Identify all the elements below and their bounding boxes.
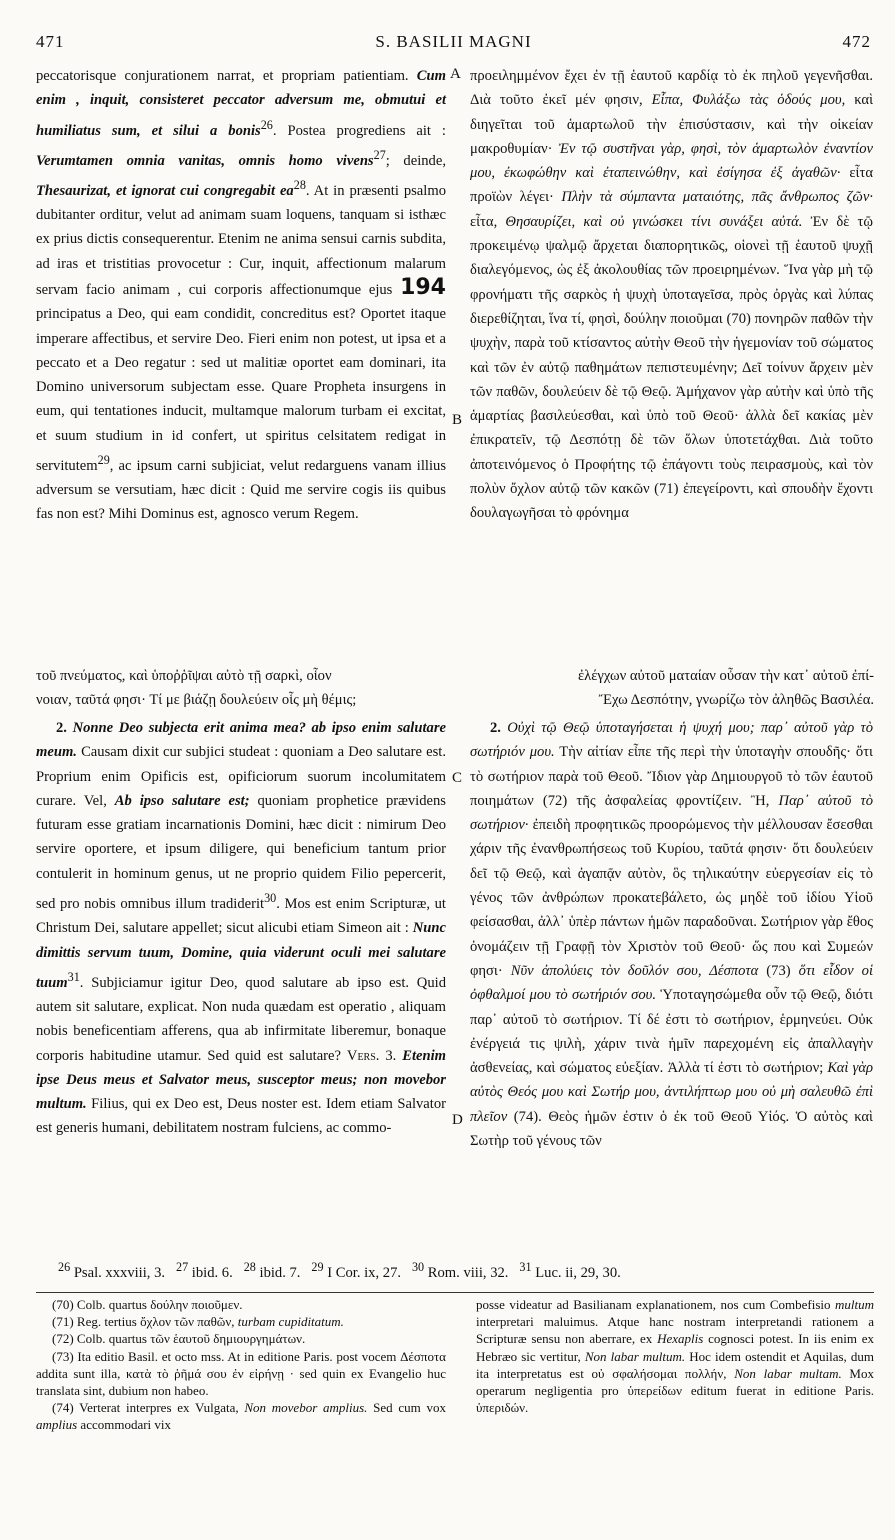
ref-28: 28	[293, 177, 306, 192]
footnote-73: (73) Ita editio Basil. et octo mss. At in editione Paris. post vocem Δέσποτα addita sunt illa, κατὰ τὸ ῥῆμά σου ἐν εἰρήνῃ · sed quin ex Evangelio huc translata sint, dubium non habeo.	[36, 1348, 446, 1399]
margin-letter-c: C	[452, 770, 463, 786]
footnote-72: (72) Colb. quartus τῶν ἑαυτοῦ δημιουργημάτων.	[52, 1331, 306, 1347]
latin-paragraph: peccatorisque conjurationem narrat, et propriam patientiam. Cum enim , inquit, consisteret peccator adversum me, obmutui et humiliatus sum, et silui a bonis$^{26}$. Postea progrediens ait : Verumtamen omnia vanitas, omnis homo vivens$^{27}$; deinde, Thesaurizat, et ignorat cui congregabit $ea^{28}$. At in præsenti psalmo dubitanter orditur, velut ad animam suam loquens, tanquam si isthæc ex prius dictis consequerentur. Etenim ne anima sensui carnis subdita, ad iras et tristitias provocetur : Cur, inquit, affectionum malarum servam facio animam , cui corporis affectionumque ejus 194 principatus a Deo, qui eam condidit, concreditus est? Oportet itaque imperare affectibus, et servire Deo. Fieri enim non potest, ut ipsa et a peccato et a Deo regatur : sed ut malitiæ oportet eam dominari, ita Domino universorum subjectam esse. Quare Propheta insurgens in eum, qui tentationes inducit, multamque malorum turbam ei excitat, et suum studium in id confert, ut spiritus celsitatem redigat in servitutem$^{29}$, ac ipsum carni subjiciat, velut redarguens vanam illius adversum se versutiam, hæc dicit : Quid me servire cogis iis quibus fas non est? Mihi Dominus est, agnosco verum Regem.	[36, 68, 446, 523]
column-number: 194	[400, 274, 446, 300]
margin-letter-a: A	[450, 66, 461, 82]
ref-27: 27	[373, 147, 386, 162]
scripture-references: $^{26}$ Psal. xxxviii, 3. $^{27}$ ibid. 6. $^{28}$ ibid. 7. $^{29}$ I Cor. ix, 27. $^{30}$ Rom. viii, 32. $^{31}$ Luc. ii, 29, 30.	[58, 1260, 621, 1281]
greek-column-top	[470, 64, 873, 526]
margin-letter-b: B	[452, 412, 463, 428]
greek-column-bottom	[470, 716, 873, 1153]
ref-31: 31	[67, 969, 80, 984]
ref-29: 29	[97, 453, 110, 468]
footnotes-right	[476, 1296, 874, 1416]
greek-verse-2-paragraph: 2. Οὐχὶ τῷ Θεῷ ὑποταγήσεται ἡ ψυχή μου; παρ᾽ αὐτοῦ γὰρ τὸ σωτήριόν μου. Τὴν αἰτίαν εἶπε τῆς περὶ τὴν ὑποταγὴν σπουδῆς· ὅτι τὸ σωτήριον παρὰ τοῦ Θεοῦ. Ἴδιον γὰρ Δημιουργοῦ τὸ τῶν ἑαυτοῦ ποιημάτων (72) τῆς ἀσφαλείας φροντίζειν. Ἢ, Παρ᾽ αὐτοῦ τὸ σωτήριον· ἐπειδὴ προφητικῶς προορώμενος τὴν μέλλουσαν ἔσεσθαι χάριν τῆς ἐνανθρωπήσεως τοῦ Κυρίου, ταῦτά φησιν· ὅτι δουλεύειν δεῖ τῷ Θεῷ, καὶ ἀγαπᾷν αὐτὸν, ὃς τηλικαύτην εὐεργεσίαν εἰς τὸ γένος τῶν ἀνθρώπων προκατεβάλετο, ὡς μηδὲ τοῦ ἰδίου Υἱοῦ φείσασθαι, ἀλλ᾽ ὑπὲρ πάντων ἡμῶν παραδοῦναι. Σωτήριον γὰρ ἔθος ὀνομάζειν τῇ Γραφῇ τὸν Χριστὸν τοῦ Θεοῦ· ὥς που καὶ Συμεών φησι· Νῦν ἀπολύεις τὸν δοῦλόν σου, Δέσποτα (73) ὅτι εἶδον οἱ ὀφθαλμοί μου τὸ σωτήριόν σου. Ὑποταγησώμεθα οὖν τῷ Θεῷ, διότι παρ᾽ αὐτοῦ τὸ σωτήριον. Τί δέ ἐστι τὸ σωτήριον, ἑρμηνεύει. Οὐκ ἐνέργειά τις ψιλὴ, χάριν τινὰ ἡμῖν παρεχομένη εἰς ἀπαλλαγὴν ἀσθενείας, καὶ σώματος εὐεξίαν. Ἀλλὰ τί ἐστι τὸ σωτήριον; Καὶ γὰρ αὐτὸς Θεός μου καὶ Σωτήρ μου, ἀντιλήπτωρ μου οὐ μὴ σαλευθῶ ἐπὶ πλεῖον (74). Θεὸς ἡμῶν ἐστιν ὁ ἐκ τοῦ Θεοῦ Υἱός. Ὁ αὐτὸς καὶ Σωτὴρ τοῦ γένους τῶν	[470, 720, 874, 1150]
latin-column-bottom	[36, 716, 446, 1141]
footnote-74: (74) Verterat interpres ex Vulgata, Non movebor amplius. Sed cum vox amplius accommodari vix	[36, 1400, 446, 1433]
footnotes-left	[36, 1296, 446, 1434]
ref-26: 26	[260, 117, 273, 132]
ref-30: 30	[264, 891, 277, 906]
footnote-71: (71) Reg. tertius ὄχλον τῶν παθῶν, turbam cupiditatum.	[52, 1314, 344, 1330]
margin-letter-d: D	[452, 1112, 463, 1128]
page-number-left: 471	[36, 32, 65, 51]
footnote-74-continued: posse videatur ad Basilianam explanationem, nos cum Combefisio multum interpretari maluimus. Atque hanc nostram interpretandi rationem a Scripturæ sensu non aberrare, ex Hexaplis cognosci potest. In iis enim ex Hebræo sic vertitur, Non labar multum. Hoc idem ostendit et Aquilas, dum ita interpretatus est οὐ σφαλήσομαι πολλήν, Non labar multam. Mox operarum negligentia pro ὑπερείδων editum fuerat in editione Paris. ὑπεριδών.	[476, 1297, 875, 1416]
latin-verse-2-paragraph: 2. Nonne Deo subjecta erit anima mea? ab ipso enim salutare meum. Causam dixit cur subjici studeat : quoniam a Deo salutare est. Proprium enim Opificis est, opificiorum suorum incolumitatem curare. Vel, Ab ipso salutare est; quoniam prophetice prævidens futuram esse gratiam incarnationis Domini, hæc dicit : nimirum Deo servire oportere, et ipsum diligere, qui beneficium tantum prior contulerit in hominum genus, ut ne proprio quidem Filio pepercerit, sed pro nobis omnibus illum tradiderit$^{30}$. Mos est enim Scripturæ, ut Christum Dei, salutare appellet; sicut alicubi etiam Simeon ait : Nunc dimittis servum tuum, Domine, quia viderunt oculi mei salutare tuum$^{31}$. Subjiciamur igitur Deo, quod salutare ab ipso est. Quid autem sit salutare, explicat. Non nuda quædam est operatio , aliquam nobis beneficentiam afferens, qua ab infirmitate liberemur, bonaque corporis habitudine utamur. Sed quid est salutare? Vers. 3. Etenim ipse Deus meus et Salvator meus, susceptor meus; non movebor multum. Filius, qui ex Deo est, Deus noster est. Idem etiam Salvator est generis humani, debilitatem nostram fulciens, ac commo-	[36, 720, 446, 1137]
footnote-divider	[36, 1292, 874, 1293]
latin-column-top	[36, 64, 446, 527]
page-header	[36, 32, 871, 58]
greek-paragraph: προειλημμένον ἔχει ἐν τῇ ἑαυτοῦ καρδίᾳ τὸ ἐκ πηλοῦ γεγενῆσθαι. Διὰ τοῦτο ἐκεῖ μέν φησιν, Εἶπα, Φυλάξω τὰς ὁδούς μου, καὶ διηγεῖται τοῦ ἁμαρτωλοῦ τὴν ἐπισύστασιν, καὶ τὴν οἰκείαν μακροθυμίαν· Ἐν τῷ συστῆναι γὰρ, φησὶ, τὸν ἁμαρτωλὸν ἐναντίον μου, ἐκωφώθην καὶ ἐταπεινώθην, καὶ ἐσίγησα ἐξ ἀγαθῶν· εἶτα προϊὼν λέγει· Πλὴν τὰ σύμπαντα ματαιότης, πᾶς ἄνθρωπος ζῶν· εἶτα, Θησαυρίζει, καὶ οὐ γινώσκει τίνι συνάξει αὐτά. Ἐν δὲ τῷ προκειμένῳ ψαλμῷ ἄρχεται διαπορητικῶς, οἱονεὶ τῇ ἑαυτοῦ ψυχῇ διαλεγόμενος, ὡς ἐξ ἀκολουθίας τῶν προειρημένων. Ἵνα γὰρ μὴ τῷ φρονήματι τῆς σαρκὸς ἡ ψυχὴ ὑποταγεῖσα, πρὸς ὀργὰς καὶ λύπας διερεθίζηται, ἵνα τί, φησὶ, δούλην ποιοῦμαι (70) πονηρῶν παθῶν τὴν ψυχὴν, παρὰ τοῦ κτίσαντος αὐτὴν Θεοῦ τὴν ἡγεμονίαν τοῦ σώματος καὶ τῶν ἐν αὐτῷ παθημάτων πεπιστευμένην; Δεῖ τοίνυν ἄρχειν μὲν τῶν παθῶν, δουλεύειν δὲ τῷ Θεῷ. Ἀμήχανον γὰρ αὐτὴν καὶ ὑπὸ τῆς ἁμαρτίας βασιλεύεσθαι, καὶ ὑπὸ τοῦ Θεοῦ· ἀλλὰ δεῖ κακίας μὲν ἐπικρατεῖν, τῷ Δεσπότῃ δὲ τῶν ὅλων ὑποτετάχθαι. Διὰ τοῦτο ἀποτεινόμενος ὁ Προφήτης τῷ ἐπάγοντι τοὺς πειρασμοὺς, καὶ τὸν πολὺν ὄχλον αὐτῷ τῶν κακῶν (71) ἐπεγείροντι, καὶ σπουδὴν ἔχοντι δουλαγωγῆσαι τὸ φρόνημα	[470, 68, 874, 522]
page-number-right: 472	[842, 32, 871, 51]
footnote-70: (70) Colb. quartus δούλην ποιοῦμεν.	[52, 1297, 243, 1312]
page: 471 S. BASILII MAGNI 472 A B C D peccatorisque conjurationem narrat, et propriam patientiam. Cum enim , inquit, consisteret peccator adversum me, obmutui et humiliatus sum, et silui a bonis$^{26}$. Postea progrediens ait : Verumtamen omnia vanitas, omnis homo vivens$^{27}$; deinde, Thesaurizat, et ignorat cui congregabit $ea^{28}$. At in præsenti psalmo dubitanter orditur, velut ad animam suam loquens, tanquam si isthæc ex prius dictis consequerentur. Etenim ne anima sensui carnis subdita, ad iras et tristitias provocetur : Cur, inquit, affectionum malarum servam facio animam , cui corporis affectionumque ejus 194 principatus a Deo, qui eam condidit, concreditus est? Oportet itaque imperare affectibus, et servire Deo. Fieri enim non potest, ut ipsa et a peccato et a Deo regatur : sed ut malitiæ oportet eam dominari, ita Domino universorum subjectam esse. Quare Propheta insurgens in eum, qui tentationes inducit, multamque malorum turbam ei excitat, et suum studium in id confert, ut spiritus celsitatem redigat in servitutem$^{29}$, ac ipsum carni subjiciat, velut redarguens vanam illius adversum se versutiam, hæc dicit : Quid me servire cogis iis quibus fas non est? Mihi Dominus est, agnosco verum Regem. προειλημμένον ἔχει ἐν τῇ ἑαυτοῦ καρδίᾳ τὸ ἐκ πηλοῦ γεγενῆσθαι. Διὰ τοῦτο ἐκεῖ μέν φησιν, Εἶπα, Φυλάξω τὰς ὁδούς μου, καὶ διηγεῖται τοῦ ἁμαρτωλοῦ τὴν ἐπισύστασιν, καὶ τὴν οἰκείαν μακροθυμίαν· Ἐν τῷ συστῆναι γὰρ, φησὶ, τὸν ἁμαρτωλὸν ἐναντίον μου, ἐκωφώθην καὶ ἐταπεινώθην, καὶ ἐσίγησα ἐξ ἀγαθῶν· εἶτα προϊὼν λέγει· Πλὴν τὰ σύμπαντα ματαιότης, πᾶς ἄνθρωπος ζῶν· εἶτα, Θησαυρίζει, καὶ οὐ γινώσκει τίνι συνάξει αὐτά. Ἐν δὲ τῷ προκειμένῳ ψαλμῷ ἄρχεται διαπορητικῶς, οἱονεὶ τῇ ἑαυτοῦ ψυχῇ διαλεγόμενος, ὡς ἐξ ἀκολουθίας τῶν προειρημένων. Ἵνα γὰρ μὴ τῷ φρονήματι τῆς σαρκὸς ἡ ψυχὴ ὑποταγεῖσα, πρὸς ὀργὰς καὶ λύπας διερεθίζηται, ἵνα τί, φησὶ, δούλην ποιοῦμαι (70) πονηρῶν παθῶν τὴν ψυχὴν, παρὰ τοῦ κτίσαντος αὐτὴν Θεοῦ τὴν ἡγεμονίαν τοῦ σώματος καὶ τῶν ἐν αὐτῷ παθημάτων πεπιστευμένην; Δεῖ τοίνυν ἄρχειν μὲν τῶν παθῶν, δουλεύειν δὲ τῷ Θεῷ. Ἀμήχανον γὰρ αὐτὴν καὶ ὑπὸ τῆς ἁμαρτίας βασιλεύεσθαι, καὶ ὑπὸ τοῦ Θεοῦ· ἀλλὰ δεῖ κακίας μὲν ἐπικρατεῖν, τῷ Δεσπότῃ δὲ τῶν ὅλων ὑποτετάχθαι. Διὰ τοῦτο ἀποτεινόμενος ὁ Προφήτης τῷ ἐπάγοντι τοὺς πειρασμοὺς, καὶ τὸν πολὺν ὄχλον αὐτῷ τῶν κακῶν (71) ἐπεγείροντι, καὶ σπουδὴν ἔχοντι δουλαγωγῆσαι τὸ φρόνημα τοῦ πνεύματος, καὶ ὑποῤῥῖψαι αὐτὸ τῇ σαρκὶ, οἷον ἐλέγχων αὐτοῦ ματαίαν οὖσαν τὴν κατ᾽ αὐτοῦ ἐπί- νοιαν, ταῦτά φησι· Τί με βιάζῃ δουλεύειν οἷς μὴ θέμις; Ἔχω Δεσπότην, γνωρίζω τὸν ἀληθῶς Βασιλέα. 2. Nonne Deo subjecta erit anima mea? ab ipso enim salutare meum. Causam dixit cur subjici studeat : quoniam a Deo salutare est. Proprium enim Opificis est, opificiorum suorum incolumitatem curare. Vel, Ab ipso salutare est; quoniam prophetice prævidens futuram esse gratiam incarnationis Domini, hæc dicit : nimirum Deo servire oportere, et ipsum diligere, qui beneficium tantum prior contulerit in hominum genus, ut ne proprio quidem Filio pepercerit, sed pro nobis omnibus illum tradiderit$^{30}$. Mos est enim Scripturæ, ut Christum Dei, salutare appellet; sicut alicubi etiam Simeon ait : Nunc dimittis servum tuum, Domine, quia viderunt oculi mei salutare tuum$^{31}$. Subjiciamur igitur Deo, quod salutare ab ipso est. Quid autem sit salutare, explicat. Non nuda quædam est operatio , aliquam nobis beneficentiam afferens, qua ab infirmitate liberemur, bonaque corporis habitudine utamur. Sed quid est salutare? Vers. 3. Etenim ipse Deus meus et Salvator meus, susceptor meus; non movebor multum. Filius, qui ex Deo est, Deus noster est. Idem etiam Salvator est generis humani, debilitatem nostram fulciens, ac commo- 2. Οὐχὶ τῷ Θεῷ ὑποταγήσεται ἡ ψυχή μου; παρ᾽ αὐτοῦ γὰρ τὸ σωτήριόν μου. Τὴν αἰτίαν εἶπε τῆς περὶ τὴν ὑποταγὴν σπουδῆς· ὅτι τὸ σωτήριον παρὰ τοῦ Θεοῦ. Ἴδιον γὰρ Δημιουργοῦ τὸ τῶν ἑαυτοῦ ποιημάτων (72) τῆς ἀσφαλείας φροντίζειν. Ἢ, Παρ᾽ αὐτοῦ τὸ σωτήριον· ἐπειδὴ προφητικῶς προορώμενος τὴν μέλλουσαν ἔσεσθαι χάριν τῆς ἐνανθρωπήσεως τοῦ Κυρίου, ταῦτά φησιν· ὅτι δουλεύειν δεῖ τῷ Θεῷ, καὶ ἀγαπᾷν αὐτὸν, ὃς τηλικαύτην εὐεργεσίαν εἰς τὸ γένος τῶν ἀνθρώπων προκατεβάλετο, ὡς μηδὲ τοῦ ἰδίου Υἱοῦ φείσασθαι, ἀλλ᾽ ὑπὲρ πάντων ἡμῶν παραδοῦναι. Σωτήριον γὰρ ἔθος ὀνομάζειν τῇ Γραφῇ τὸν Χριστὸν τοῦ Θεοῦ· ὥς που καὶ Συμεών φησι· Νῦν ἀπολύεις τὸν δοῦλόν σου, Δέσποτα (73) ὅτι εἶδον οἱ ὀφθαλμοί μου τὸ σωτήριόν σου. Ὑποταγησώμεθα οὖν τῷ Θεῷ, διότι παρ᾽ αὐτοῦ τὸ σωτήριον. Τί δέ ἐστι τὸ σωτήριον, ἑρμηνεύει. Οὐκ ἐνέργειά τις ψιλὴ, χάριν τινὰ ἡμῖν παρεχομένη εἰς ἀπαλλαγὴν ἀσθενείας, καὶ σώματος εὐεξίαν. Ἀλλὰ τί ἐστι τὸ σωτήριον; Καὶ γὰρ αὐτὸς Θεός μου καὶ Σωτήρ μου, ἀντιλήπτωρ μου οὐ μὴ σαλευθῶ ἐπὶ πλεῖον (74). Θεὸς ἡμῶν ἐστιν ὁ ἐκ τοῦ Θεοῦ Υἱός. Ὁ αὐτὸς καὶ Σωτὴρ τοῦ γένους τῶν $^{26}$ Psal. xxxviii, 3. $^{27}$ ibid. 6. $^{28}$ ibid. 7. $^{29}$ I Cor. ix, 27. $^{30}$ Rom. viii, 32. $^{31}$ Luc. ii, 29, 30. (70) Colb. quartus δούλην ποιοῦμεν. (71) Reg. tertius ὄχλον τῶν παθῶν, turbam cupiditatum. (72) Colb. quartus τῶν ἑαυτοῦ δημιουργημάτων. (73) Ita editio Basil. et octo mss. At in editione Paris. post vocem Δέσποτα addita sunt illa, κατὰ τὸ ῥῆμά σου ἐν εἰρήνῃ · sed quin ex Evangelio huc translata sint, dubium non habeo. (74) Verterat interpres ex Vulgata, Non movebor amplius. Sed cum vox amplius accommodari vix posse videatur ad Basilianam explanationem, nos cum Combefisio multum interpretari maluimus. Atque hanc nostram interpretandi rationem a Scripturæ sensu non aberrare, ex Hexaplis cognosci potest. In iis enim ex Hebræo sic vertitur, Non labar multum. Hoc idem ostendit et Aquilas, dum ita interpretatus est οὐ σφαλήσομαι πολλήν, Non labar multam. Mox operarum negligentia pro ὑπερείδων editum fuerat in editione Paris. ὑπεριδών.	[36, 32, 875, 1433]
running-title: S. BASILII MAGNI	[375, 32, 532, 51]
